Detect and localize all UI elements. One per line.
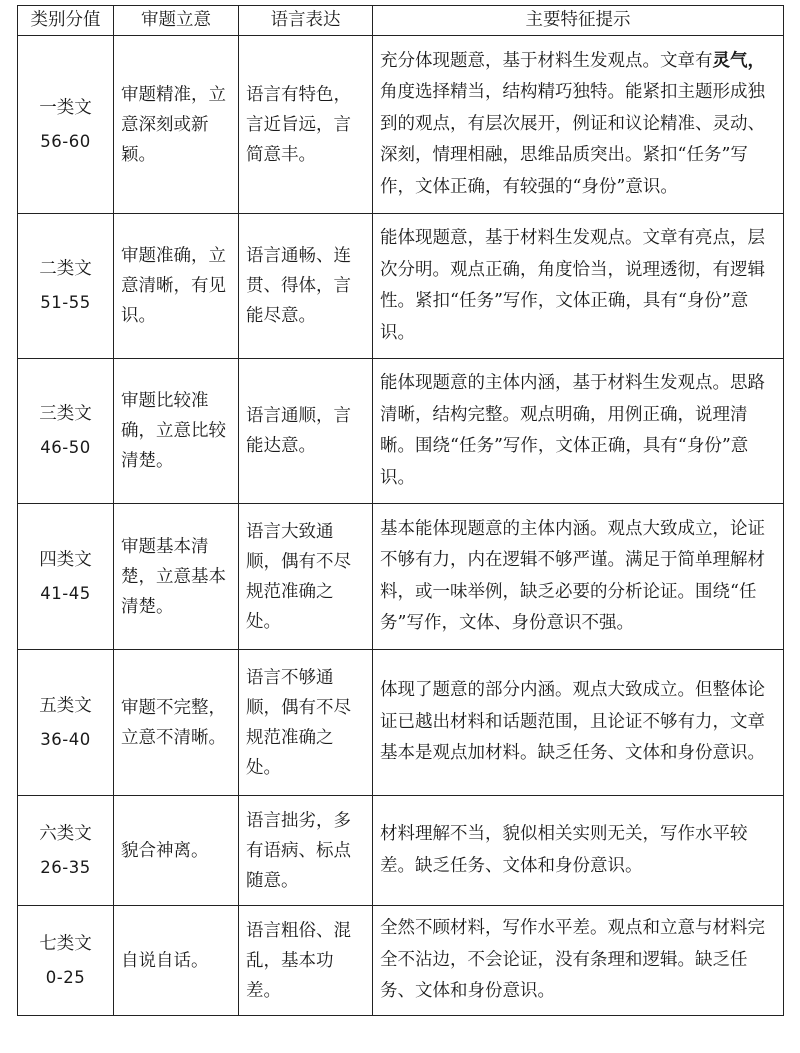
table-row xyxy=(18,36,784,214)
header-category: 类别分值 xyxy=(18,6,114,36)
topic-cell: 审题不完整，立意不清晰。 xyxy=(114,650,239,796)
language-cell: 语言大致通顺，偶有不尽规范准确之处。 xyxy=(239,504,373,650)
table-row xyxy=(18,650,784,796)
topic-cell: 自说自话。 xyxy=(114,906,239,1016)
category-cell xyxy=(18,359,114,504)
category-label: 二类文 xyxy=(39,259,92,279)
features-cell: 材料理解不当，貌似相关实则无关，写作水平较差。缺乏任务、文体和身份意识。 xyxy=(373,796,784,906)
category-label: 六类文 xyxy=(39,823,92,844)
language-cell: 语言通顺，言能达意。 xyxy=(239,359,373,504)
language-cell: 语言粗俗、混乱，基本功差。 xyxy=(239,906,373,1016)
grading-table xyxy=(17,5,784,1016)
category-cell xyxy=(18,504,114,650)
topic-cell: 貌合神离。 xyxy=(114,796,239,906)
features-emphasis: 灵气， xyxy=(712,50,765,71)
category-cell xyxy=(18,650,114,796)
topic-cell: 审题比较准确，立意比较清楚。 xyxy=(114,359,239,504)
score-range: 36-40 xyxy=(40,729,91,749)
category-cell xyxy=(18,214,114,359)
score-range: 41-45 xyxy=(40,583,91,603)
score-range: 26-35 xyxy=(40,857,91,877)
category-cell xyxy=(18,796,114,906)
header-language: 语言表达 xyxy=(239,6,373,36)
language-cell: 语言拙劣，多有语病、标点随意。 xyxy=(239,796,373,906)
table-row xyxy=(18,214,784,359)
table-row xyxy=(18,906,784,1016)
features-cell: 能体现题意的主体内涵，基于材料生发观点。思路清晰，结构完整。观点明确，用例正确，说理清晰。围绕“任务”写作，文体正确，具有“身份”意识。 xyxy=(373,359,784,504)
category-cell xyxy=(18,906,114,1016)
category-label: 四类文 xyxy=(39,549,92,570)
score-range: 46-50 xyxy=(40,438,91,457)
features-cell: 全然不顾材料，写作水平差。观点和立意与材料完全不沾边，不会论证，没有条理和逻辑。缺乏任务、文体和身份意识。 xyxy=(373,906,784,1016)
features-cell xyxy=(373,36,784,214)
features-text-rest: 角度选择精当，结构精巧独特。能紧扣主题形成独到的观点，有层次展开，例证和议论精准、灵动、深刻，情理相融，思维品质突出。紧扣“任务”写作，文体正确，有较强的“身份”意识。 xyxy=(380,82,765,197)
language-cell: 语言不够通顺，偶有不尽规范准确之处。 xyxy=(239,650,373,796)
topic-cell: 审题精准，立意深刻或新颖。 xyxy=(114,36,239,214)
features-cell: 基本能体现题意的主体内涵。观点大致成立，论证不够有力，内在逻辑不够严谨。满足于简单理解材料，或一味举例，缺乏必要的分析论证。围绕“任务”写作，文体、身份意识不强。 xyxy=(373,504,784,650)
category-cell xyxy=(18,36,114,214)
header-row xyxy=(18,6,784,36)
features-cell: 能体现题意，基于材料生发观点。文章有亮点，层次分明。观点正确，角度恰当，说理透彻，有逻辑性。紧扣“任务”写作，文体正确，具有“身份”意识。 xyxy=(373,214,784,359)
score-range: 0-25 xyxy=(45,967,86,987)
category-label: 五类文 xyxy=(39,695,92,716)
score-range: 51-55 xyxy=(40,293,91,312)
category-label: 三类文 xyxy=(39,404,92,424)
header-topic: 审题立意 xyxy=(114,6,239,36)
features-text: 充分体现题意，基于材料生发观点。文章有 xyxy=(380,50,713,71)
table-row xyxy=(18,796,784,906)
category-label: 一类文 xyxy=(39,97,92,118)
features-cell: 体现了题意的部分内涵。观点大致成立。但整体论证已越出材料和话题范围，且论证不够有力，文章基本是观点加材料。缺乏任务、文体和身份意识。 xyxy=(373,650,784,796)
topic-cell: 审题基本清楚，立意基本清楚。 xyxy=(114,504,239,650)
language-cell: 语言有特色，言近旨远，言简意丰。 xyxy=(239,36,373,214)
category-label: 七类文 xyxy=(39,933,92,954)
topic-cell: 审题准确，立意清晰，有见识。 xyxy=(114,214,239,359)
table-row xyxy=(18,359,784,504)
table-row xyxy=(18,504,784,650)
header-features: 主要特征提示 xyxy=(373,6,784,36)
score-range: 56-60 xyxy=(40,131,91,151)
language-cell: 语言通畅、连贯、得体，言能尽意。 xyxy=(239,214,373,359)
